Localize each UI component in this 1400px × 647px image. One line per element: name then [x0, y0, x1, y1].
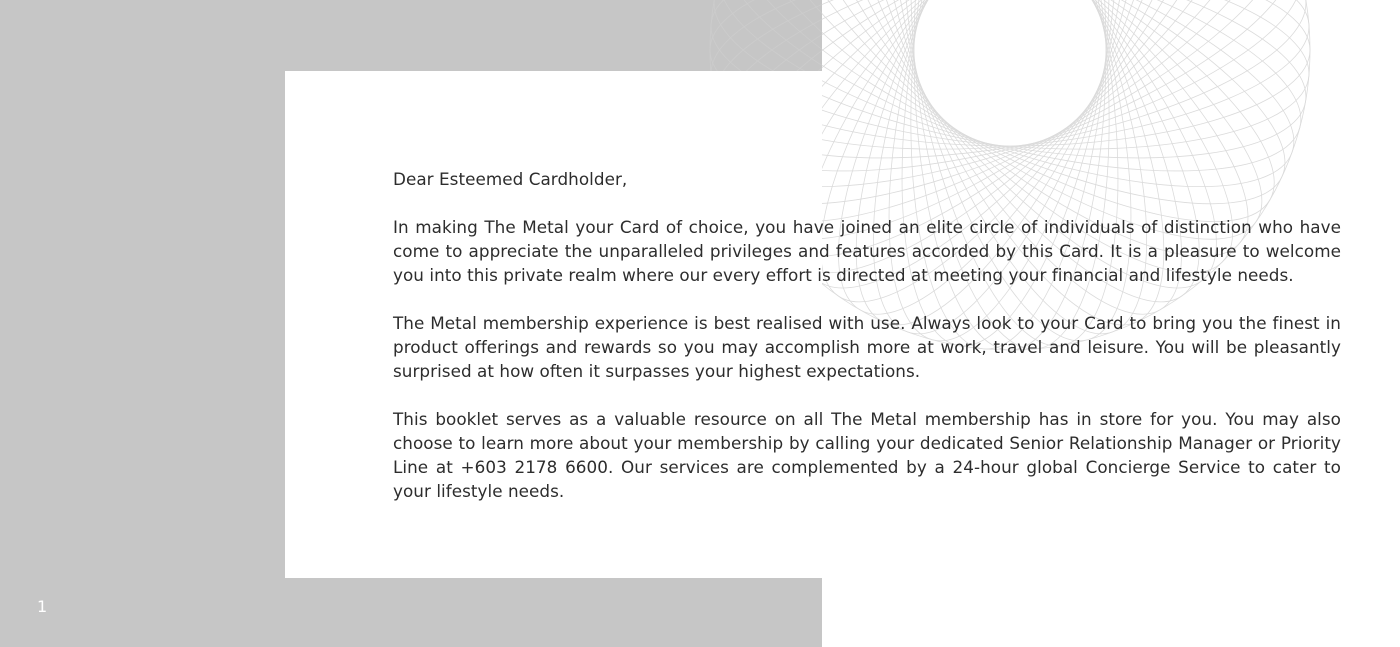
page-number: 1 — [37, 597, 48, 616]
welcome-letter — [393, 167, 1341, 503]
letter-paragraph-1: In making The Metal your Card of choice, you have joined an elite circle of individuals of distinction who have come to appreciate the unparalleled privileges and features accorded by this Card. It is a pleasure to welcome you into this private realm where our every effort is directed at meeting your financial and lifestyle needs. — [393, 217, 1341, 285]
letter-salutation: Dear Esteemed Cardholder, — [393, 169, 628, 189]
letter-paragraph-2: The Metal membership experience is best realised with use. Always look to your Card to bring you the finest in product offerings and rewards so you may accomplish more at work, travel and leisure. You will be pleasantly surprised at how often it surpasses your highest expectations. — [393, 313, 1341, 381]
letter-paragraph-3: This booklet serves as a valuable resource on all The Metal membership has in store for you. You may also choose to learn more about your membership by calling your dedicated Senior Relationship Manager or Priority Line at +603 2178 6600. Our services are complemented by a 24-hour global Concierge Service to cater to your lifestyle needs. — [393, 409, 1341, 501]
